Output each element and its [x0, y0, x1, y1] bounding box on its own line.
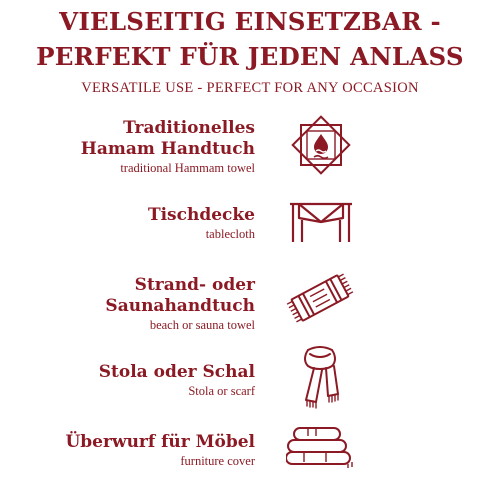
use-item-desc: traditional Hammam towel — [120, 161, 255, 175]
use-item-scarf — [99, 362, 255, 399]
beach-towel-icon — [282, 268, 358, 328]
use-item-beach-towel — [105, 275, 255, 333]
use-item-hammam — [81, 118, 255, 176]
use-item-desc: furniture cover — [180, 454, 255, 468]
use-item-name: Stola oder Schal — [98, 362, 255, 382]
use-item-desc: Stola or scarf — [188, 384, 255, 398]
use-item-name: Traditionelles — [123, 118, 255, 138]
folded-towels-icon — [286, 422, 356, 470]
use-item-name: Hamam Handtuch — [80, 139, 255, 159]
use-item-furniture-cover — [65, 432, 255, 469]
scarf-icon — [292, 344, 348, 412]
use-item-name: Saunahandtuch — [105, 296, 255, 316]
use-item-name: Überwurf für Möbel — [65, 432, 255, 452]
tablecloth-icon — [288, 198, 354, 248]
use-item-name: Tischdecke — [147, 205, 255, 225]
use-item-name: Strand- oder — [134, 275, 255, 295]
hammam-star-icon — [288, 112, 354, 178]
page-title-line2: PERFEKT FÜR JEDEN ANLASS — [36, 42, 464, 71]
page-subtitle: VERSATILE USE - PERFECT FOR ANY OCCASION — [81, 80, 419, 96]
page-title-line1: VIELSEITIG EINSETZBAR - — [59, 7, 441, 36]
use-item-tablecloth — [148, 205, 255, 242]
use-item-desc: tablecloth — [205, 227, 255, 241]
use-item-desc: beach or sauna towel — [149, 318, 255, 332]
